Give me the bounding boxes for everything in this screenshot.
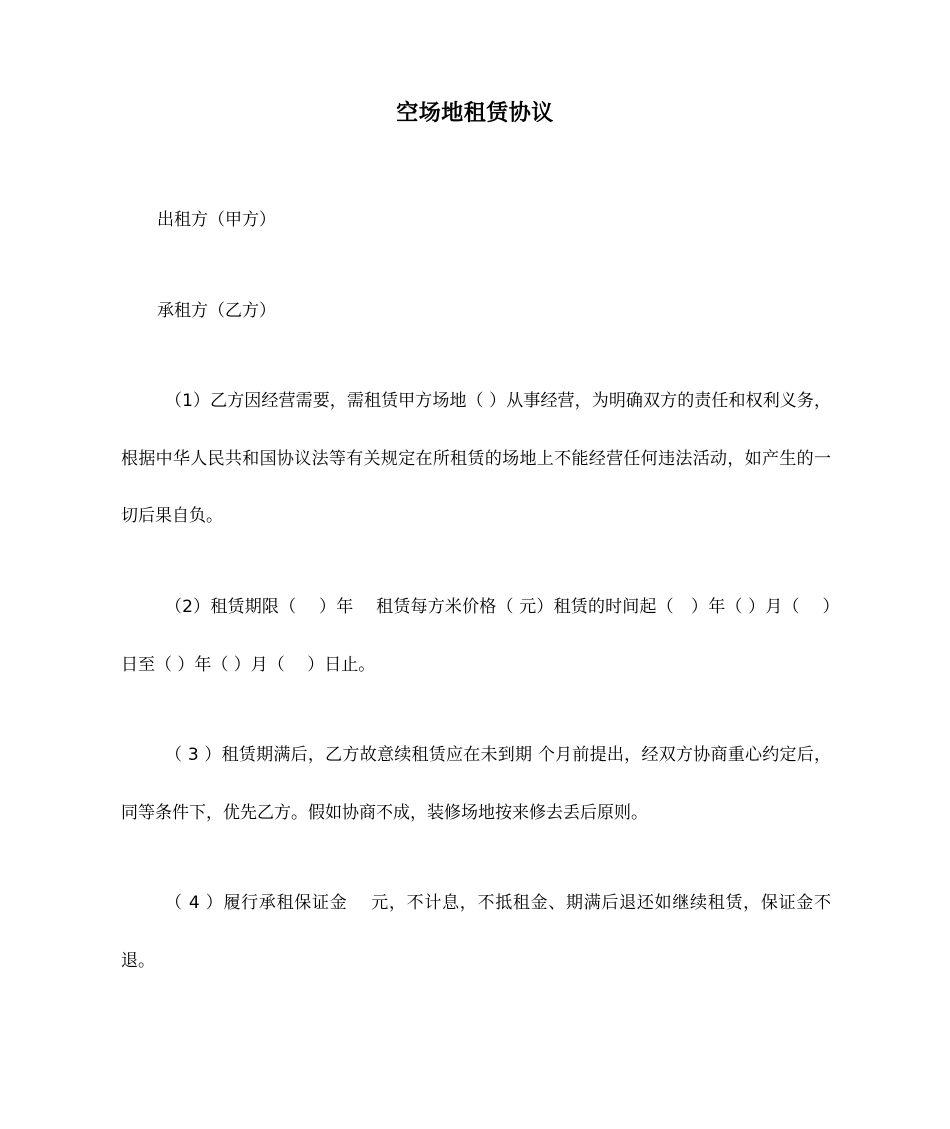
clause-1: （1）乙方因经营需要，需租赁甲方场地（ ）从事经营，为明确双方的责任和权利义务，根据中华人民共和国协议法等有关规定在所租赁的场地上不能经营任何违法活动，如产生的一切后果自负。: [121, 391, 831, 526]
clause-2: （2）租赁期限（ ）年 租赁每方米价格（ 元）租赁的时间起（ ）年（ ）月（ ）日至（ ）年（ ）月（ ）日止。: [121, 597, 831, 675]
clause-4: （ 4 ）履行承租保证金 元，不计息，不抵租金、期满后退还如继续租赁，保证金不退。: [121, 893, 831, 971]
lessee-label: 承租方（乙方）: [157, 301, 276, 321]
document-title: 空场地租赁协议: [396, 101, 554, 126]
clause-3: （ 3 ）租赁期满后，乙方故意续租赁应在未到期 个月前提出，经双方协商重心约定后，同等条件下，优先乙方。假如协商不成，装修场地按来修去丢后原则。: [121, 745, 831, 823]
lessor-label: 出租方（甲方）: [157, 210, 276, 230]
